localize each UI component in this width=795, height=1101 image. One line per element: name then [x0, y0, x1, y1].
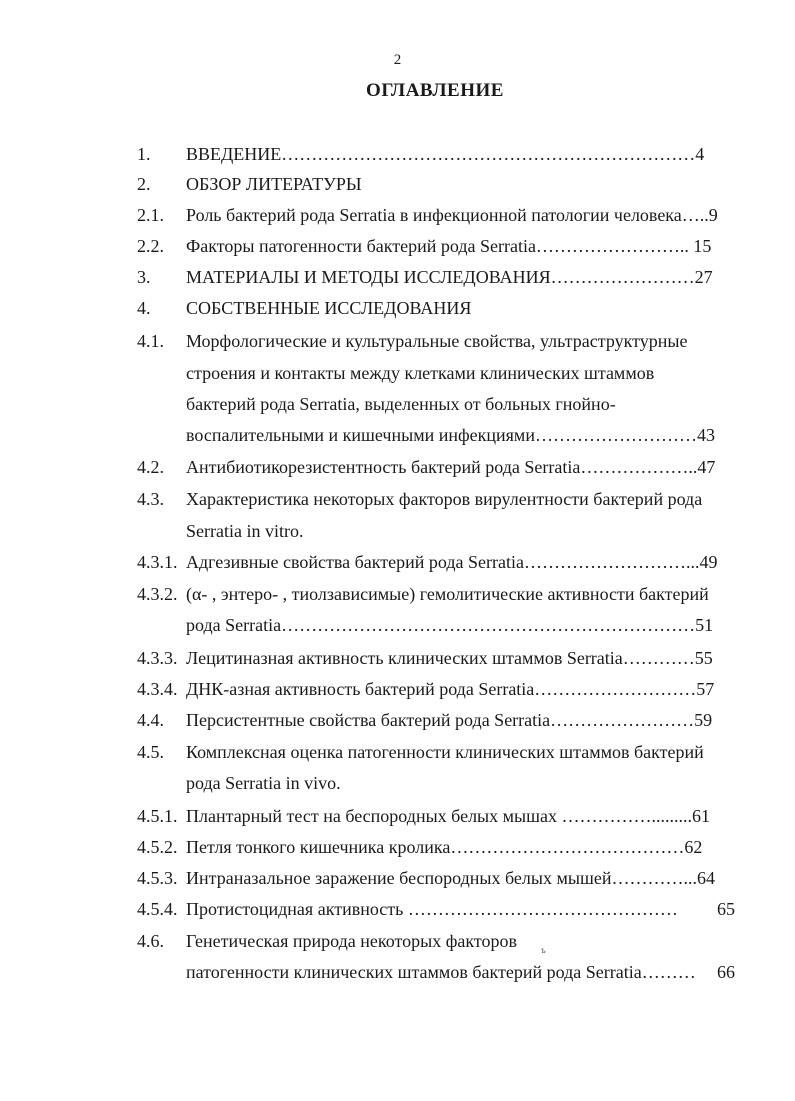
toc-entry-text: (α- , энтеро- , тиолзависимые) гемолитические активности бактерий — [186, 584, 709, 604]
toc-entry — [0, 773, 795, 797]
toc-entry-number: 4.5.4. — [137, 899, 178, 919]
toc-entry-number: 3. — [137, 267, 151, 287]
toc-entry — [0, 710, 795, 734]
toc-entry-text: Факторы патогенности бактерий рода Serratia…………………….. 15 — [186, 236, 712, 256]
toc-entry — [0, 521, 795, 545]
toc-entry-text: Serratia in vitro. — [186, 521, 304, 541]
toc-entry-text: воспалительными и кишечными инфекциями………………………43 — [186, 425, 715, 445]
toc-entry-text: Комплексная оценка патогенности клинических штаммов бактерий — [186, 742, 704, 762]
toc-entry-number: 4.4. — [137, 710, 164, 730]
toc-entry-number: 4. — [137, 298, 151, 318]
toc-entry — [0, 267, 795, 291]
toc-entry-page: 66 — [717, 962, 735, 982]
toc-entry — [0, 931, 795, 955]
toc-entry — [0, 648, 795, 672]
toc-entry-text: Роль бактерий рода Serratia в инфекционной патологии человека…..9 — [186, 205, 718, 225]
toc-entry-text: Лецитиназная активность клинических штаммов Serratia…………55 — [186, 648, 713, 668]
toc-title: ОГЛАВЛЕНИЕ — [366, 80, 504, 101]
toc-entry-number: 4.1. — [137, 331, 164, 351]
toc-entry — [0, 552, 795, 576]
toc-entry-text: Генетическая природа некоторых факторов — [186, 931, 517, 951]
toc-entry-number: 4.3. — [137, 489, 164, 509]
toc-entry-page: 65 — [717, 899, 735, 919]
toc-entry-number: 2. — [137, 174, 151, 194]
toc-entry-text: Морфологические и культуральные свойства, ультраструктурные — [186, 331, 688, 351]
toc-entry-text: СОБСТВЕННЫЕ ИССЛЕДОВАНИЯ — [186, 298, 472, 318]
toc-entry-text: Характеристика некоторых факторов вирулентности бактерий рода — [186, 489, 703, 509]
toc-entry — [0, 236, 795, 260]
toc-entry — [0, 205, 795, 229]
toc-entry-text: Интраназальное заражение беспородных белых мышей…………...64 — [186, 868, 715, 888]
toc-entry — [0, 806, 795, 830]
page-number: 2 — [393, 52, 402, 68]
toc-entry — [0, 962, 795, 986]
toc-entry — [0, 584, 795, 608]
toc-entry-number: 2.1. — [137, 205, 164, 225]
toc-entry-text: Адгезивные свойства бактерий рода Serratia………………………...49 — [186, 552, 718, 572]
toc-entry-text: бактерий рода Serratia, выделенных от больных гнойно- — [186, 394, 616, 414]
toc-entry-text: ОБЗОР ЛИТЕРАТУРЫ — [186, 174, 362, 194]
toc-entry-text: Персистентные свойства бактерий рода Serratia……………………59 — [186, 710, 713, 730]
scan-mark: ъ — [541, 945, 546, 955]
toc-entry-text: Протистоцидная активность ……………………………………… — [186, 899, 678, 919]
toc-entry-number: 2.2. — [137, 236, 164, 256]
toc-entry — [0, 363, 795, 387]
toc-entry-text: ВВЕДЕНИЕ……………………………………………………………4 — [186, 144, 705, 164]
toc-entry-number: 4.5.1. — [137, 806, 178, 826]
toc-entry-text: Плантарный тест на беспородных белых мышах …………….........61 — [186, 806, 710, 826]
toc-entry-text: строения и контакты между клетками клинических штаммов — [186, 363, 655, 383]
toc-entry — [0, 298, 795, 322]
toc-entry-number: 4.5. — [137, 742, 164, 762]
toc-entry — [0, 144, 795, 168]
toc-entry — [0, 425, 795, 449]
toc-entry — [0, 457, 795, 481]
toc-entry — [0, 899, 795, 923]
toc-entry-text: рода Serratia……………………………………………………………51 — [186, 615, 714, 635]
toc-entry-text: МАТЕРИАЛЫ И МЕТОДЫ ИССЛЕДОВАНИЯ……………………27 — [186, 267, 713, 287]
toc-entry-number: 4.2. — [137, 457, 164, 477]
toc-entry — [0, 489, 795, 513]
toc-entry-number: 4.3.2. — [137, 584, 178, 604]
toc-entry — [0, 331, 795, 355]
toc-entry — [0, 868, 795, 892]
toc-entry-text: рода Serratia in vivo. — [186, 773, 341, 793]
toc-entry-number: 4.6. — [137, 931, 164, 951]
toc-entry — [0, 837, 795, 861]
toc-entry-number: 4.3.3. — [137, 648, 178, 668]
toc-entry-number: 4.5.2. — [137, 837, 178, 857]
toc-entry — [0, 394, 795, 418]
toc-entry-number: 4.3.4. — [137, 679, 178, 699]
toc-entry — [0, 742, 795, 766]
toc-entry-number: 1. — [137, 144, 151, 164]
toc-entry — [0, 679, 795, 703]
toc-entry-number: 4.5.3. — [137, 868, 178, 888]
toc-entry-text: Антибиотикорезистентность бактерий рода Serratia………………..47 — [186, 457, 716, 477]
toc-entry-text: ДНК-азная активность бактерий рода Serratia………………………57 — [186, 679, 715, 699]
toc-entry-number: 4.3.1. — [137, 552, 178, 572]
toc-entry-text: Петля тонкого кишечника кролика…………………………………62 — [186, 837, 703, 857]
toc-entry — [0, 615, 795, 639]
toc-entry — [0, 174, 795, 198]
toc-entry-text: патогенности клинических штаммов бактерий рода Serratia……… — [186, 962, 696, 982]
